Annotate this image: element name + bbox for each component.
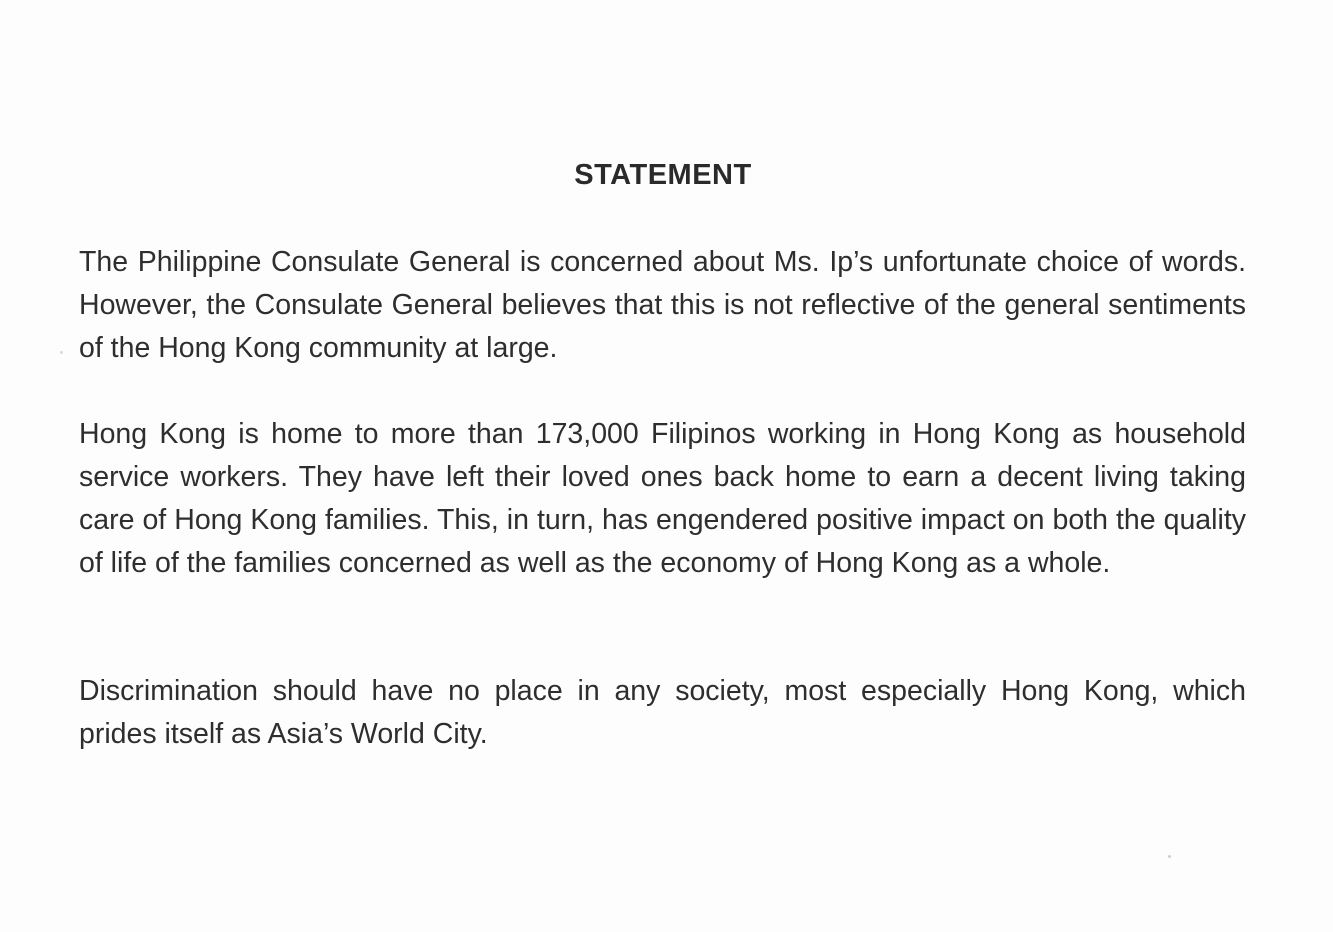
paragraph-filipino-workers: Hong Kong is home to more than 173,000 Filipinos working in Hong Kong as household service workers. They have left their loved ones back home to earn a decent living taking care of Hong Kong families. This, in turn, has engendered positive impact on both the quality of life of the families concerned as well as the economy of Hong Kong as a whole. xyxy=(79,418,1246,579)
scan-speck xyxy=(1168,855,1171,858)
document-title: STATEMENT xyxy=(574,159,752,191)
scan-speck xyxy=(60,351,63,354)
paragraph-consulate-concern: The Philippine Consulate General is concerned about Ms. Ip’s unfortunate choice of words. However, the Consulate General believes that this is not reflective of the general sentiments of the Hong Kong community at large. xyxy=(79,246,1246,364)
paragraph-discrimination: Discrimination should have no place in any society, most especially Hong Kong, which prides itself as Asia’s World City. xyxy=(79,675,1246,750)
